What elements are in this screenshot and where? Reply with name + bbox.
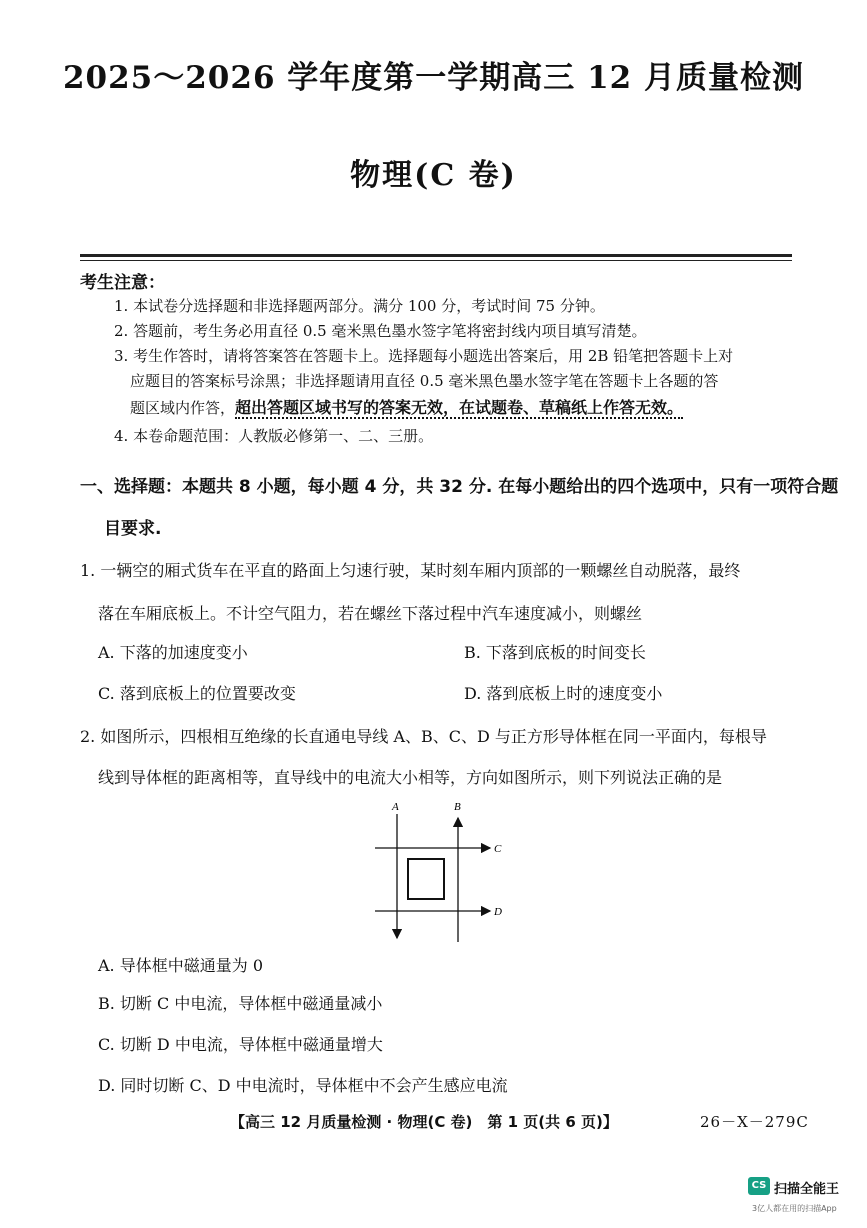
square-frame (408, 859, 444, 899)
q2-stem-line2: 线到导体框的距离相等，直导线中的电流大小相等，方向如图所示，则下列说法正确的是 (98, 768, 723, 787)
q2-stem-line1: 2. 如图所示，四根相互绝缘的长直通电导线 A、B、C、D 与正方形导体框在同一平面内，每根导 (80, 727, 767, 746)
camscanner-tagline: 3亿人都在用的扫描App (752, 1204, 837, 1213)
q2-option-c: C. 切断 D 中电流，导体框中磁通量增大 (98, 1035, 383, 1054)
label-d: D (494, 906, 502, 918)
label-b: B (454, 801, 461, 813)
notice-item-2: 2. 答题前，考生务必用直径 0.5 毫米黑色墨水签字笔将密封线内项目填写清楚。 (114, 322, 647, 340)
q1-stem-line1: 1. 一辆空的厢式货车在平直的路面上匀速行驶，某时刻车厢内顶部的一颗螺丝自动脱落，最终 (80, 561, 741, 580)
notice-emphasis: 超出答题区域书写的答案无效，在试题卷、草稿纸上作答无效。 (235, 398, 684, 417)
q2-option-b: B. 切断 C 中电流，导体框中磁通量减小 (98, 994, 383, 1013)
section-heading-cont: 目要求. (104, 519, 162, 539)
q2-option-a: A. 导体框中磁通量为 0 (98, 956, 263, 975)
q1-option-a: A. 下落的加速度变小 (98, 643, 248, 662)
camscanner-logo: CS (748, 1177, 770, 1195)
header-divider-thin (80, 260, 792, 261)
label-a: A (392, 801, 399, 813)
footer-label: 【高三 12 月质量检测 · 物理(C 卷) 第 1 页(共 6 页)】 (230, 1113, 618, 1131)
notice-item-3-end (130, 395, 683, 418)
paper-code: 26－X－279C (700, 1113, 809, 1131)
label-c: C (494, 843, 502, 855)
q1-stem-line2: 落在车厢底板上。不计空气阻力，若在螺丝下落过程中汽车速度减小，则螺丝 (98, 604, 643, 623)
notice-item-3-end-text: 题区域内作答， (130, 399, 236, 417)
q1-option-b: B. 下落到底板的时间变长 (464, 643, 646, 662)
q1-option-d: D. 落到底板上时的速度变小 (464, 684, 663, 703)
camscanner-name: 扫描全能王 (774, 1182, 840, 1197)
notice-title: 考生注意： (80, 273, 165, 293)
notice-item-4: 4. 本卷命题范围：人教版必修第一、二、三册。 (114, 427, 434, 445)
notice-item-3-cont: 应题目的答案标号涂黑；非选择题请用直径 0.5 毫米黑色墨水签字笔在答题卡上各题的答 (130, 372, 719, 390)
q2-option-d: D. 同时切断 C、D 中电流时，导体框中不会产生感应电流 (98, 1076, 508, 1095)
section-heading: 一、选择题：本题共 8 小题，每小题 4 分，共 32 分. 在每小题给出的四个选项中，只有一项符合题 (80, 477, 839, 497)
exam-subtitle: 物理(C 卷) (350, 158, 517, 193)
header-divider-thick (80, 254, 792, 257)
exam-title: 2025～2026 学年度第一学期高三 12 月质量检测 (62, 60, 805, 96)
notice-item-1: 1. 本试卷分选择题和非选择题两部分。满分 100 分，考试时间 75 分钟。 (114, 297, 605, 315)
q2-wire-diagram (370, 800, 510, 950)
notice-item-3: 3. 考生作答时，请将答案答在答题卡上。选择题每小题选出答案后，用 2B 铅笔把答题卡上对 (114, 347, 734, 365)
page-footer (230, 1111, 618, 1132)
q1-option-c: C. 落到底板上的位置要改变 (98, 684, 296, 703)
